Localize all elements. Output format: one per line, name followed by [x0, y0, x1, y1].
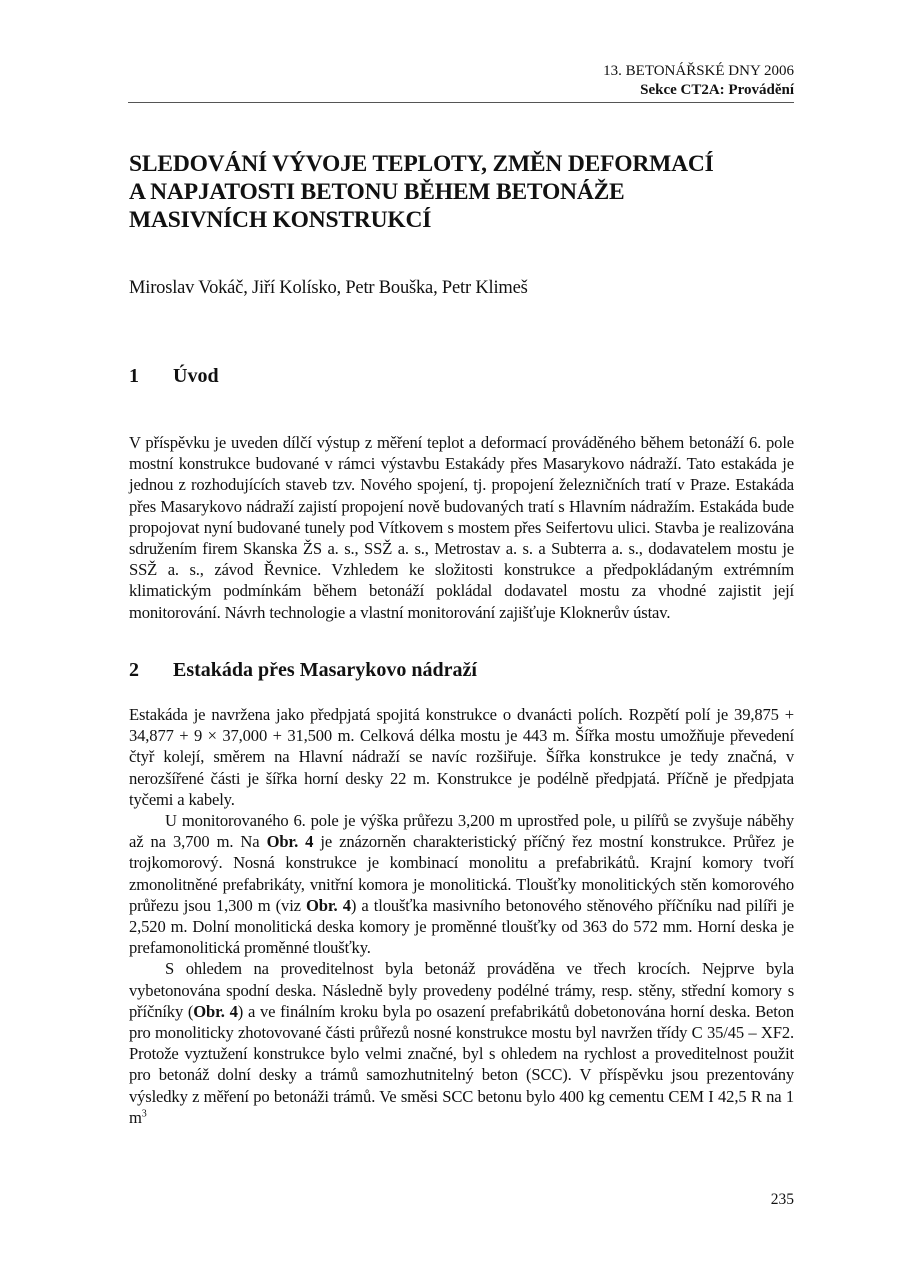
running-header	[128, 62, 794, 100]
section-number: 1	[129, 365, 139, 387]
text-run: je znázorněn charakteristický příčný řez mostní konstrukce. Průřez je trojkomorový. Nosná konstrukce je kombinací monolitu a prefabrikátů. Krajní komory tvoří zmonolitněné prefabrikáty, vnitřní komora je monolitická. Tloušťky monolitických stěn komorového průřezu jsou 1,300 m (viz	[129, 832, 795, 915]
superscript: 3	[141, 1108, 147, 1120]
figure-reference: Obr. 4	[266, 832, 314, 852]
text-run: ) a ve finálním kroku byla po osazení prefabrikátů dobetonována horní deska. Beton pro monoliticky zhotovované části průřezů nosné konstrukce mostu byl navržen třídy C 35/45 – XF2. Protože vyztužení konstrukce bylo velmi značné, byl s ohledem na rychlost a proveditelnost použit pro betonáž dolní desky a trámů samozhutnitelný beton (SCC). V příspěvku jsou prezentovány výsledky z měření po betonáži trámů. Ve směsi SCC betonu bylo 400 kg cementu CEM I 42,5 R na 1 m	[129, 1001, 795, 1127]
conference-name: 13. BETONÁŘSKÉ DNY 2006	[603, 63, 794, 79]
figure-reference: Obr. 4	[193, 1001, 238, 1021]
section-title: Estakáda přes Masarykovo nádraží	[173, 659, 477, 681]
paragraph: Estakáda je navržena jako předpjatá spojitá konstrukce o dvanácti polích. Rozpětí polí je 39,875 + 34,877 + 9 × 37,000 + 31,500 m. Celková délka mostu je 443 m. Šířka mostu umožňuje převedení čtyř kolejí, směrem na Hlavní nádraží se navíc rozšiřuje. Šířka konstrukce je tedy značná, v nerozšířené části je šířka horní desky 22 m. Konstrukce je podélně předpjatá. Příčně je předpjata tyčemi a kabely.	[129, 705, 794, 809]
section-name: Sekce CT2A: Provádění	[640, 82, 794, 98]
figure-reference: Obr. 4	[306, 895, 351, 915]
section-heading-2	[129, 658, 477, 682]
paragraph: V příspěvku je uveden dílčí výstup z měření teplot a deformací prováděného během betonáží 6. pole mostní konstrukce budované v rámci výstavbu Estakády přes Masarykovo nádraží. Tato estakáda je jednou z rozhodujících staveb tzv. Nového spojení, tj. propojení železničních tratí v Praze. Estakáda přes Masarykovo nádraží zajistí propojení nově budovaných tratí s Hlavním nádražím. Estakáda bude propojovat nyní budované tunely pod Vítkovem s mostem přes Seifertovu ulici. Stavba je realizována sdružením firem Skanska ŽS a. s., SSŽ a. s., Metrostav a. s. a Subterra a. s., dodavatelem mostu je SSŽ a. s., závod Řevnice. Vzhledem ke složitosti konstrukce a předpokládaným extrémním klimatickým podmínkám během betonáží pokládal dodavatel mostu za vhodné zajistit její monitorování. Návrh technologie a vlastní monitorování zajišťuje Kloknerův ústav.	[129, 433, 794, 622]
text-run: U monitorovaného 6. pole je výška průřezu 3,200 m uprostřed pole, u pilířů se zvyšuje náběhy až na 3,700 m. Na	[129, 811, 794, 852]
section-number: 2	[129, 659, 139, 681]
section-title: Úvod	[173, 365, 219, 387]
authors: Miroslav Vokáč, Jiří Kolísko, Petr Bouška, Petr Klimeš	[129, 278, 528, 298]
title-line: SLEDOVÁNÍ VÝVOJE TEPLOTY, ZMĚN DEFORMACÍ	[129, 151, 714, 177]
section-1-body	[129, 432, 794, 623]
paragraph	[129, 958, 794, 1128]
section-heading-1	[129, 364, 219, 388]
text-run: ) a tloušťka masivního betonového stěnového příčníku nad pilíři je 2,520 m. Dolní monolitická deska komory je proměnné tloušťky od 363 do 572 mm. Horní deska je prefamonolitická proměnné tloušťky.	[129, 895, 795, 958]
header-divider	[128, 102, 794, 103]
paragraph	[129, 810, 794, 958]
text-run: S ohledem na proveditelnost byla betonáž prováděna ve třech krocích. Nejprve byla vybetonována spodní deska. Následně byly provedeny podélné trámy, resp. stěny, střední komory s příčníky (	[129, 959, 794, 1021]
page-number: 235	[770, 1191, 794, 1208]
title-line: A NAPJATOSTI BETONU BĚHEM BETONÁŽE	[129, 179, 625, 205]
section-2-body	[129, 704, 794, 1128]
title-line: MASIVNÍCH KONSTRUKCÍ	[129, 207, 432, 233]
paper-title	[129, 150, 795, 234]
